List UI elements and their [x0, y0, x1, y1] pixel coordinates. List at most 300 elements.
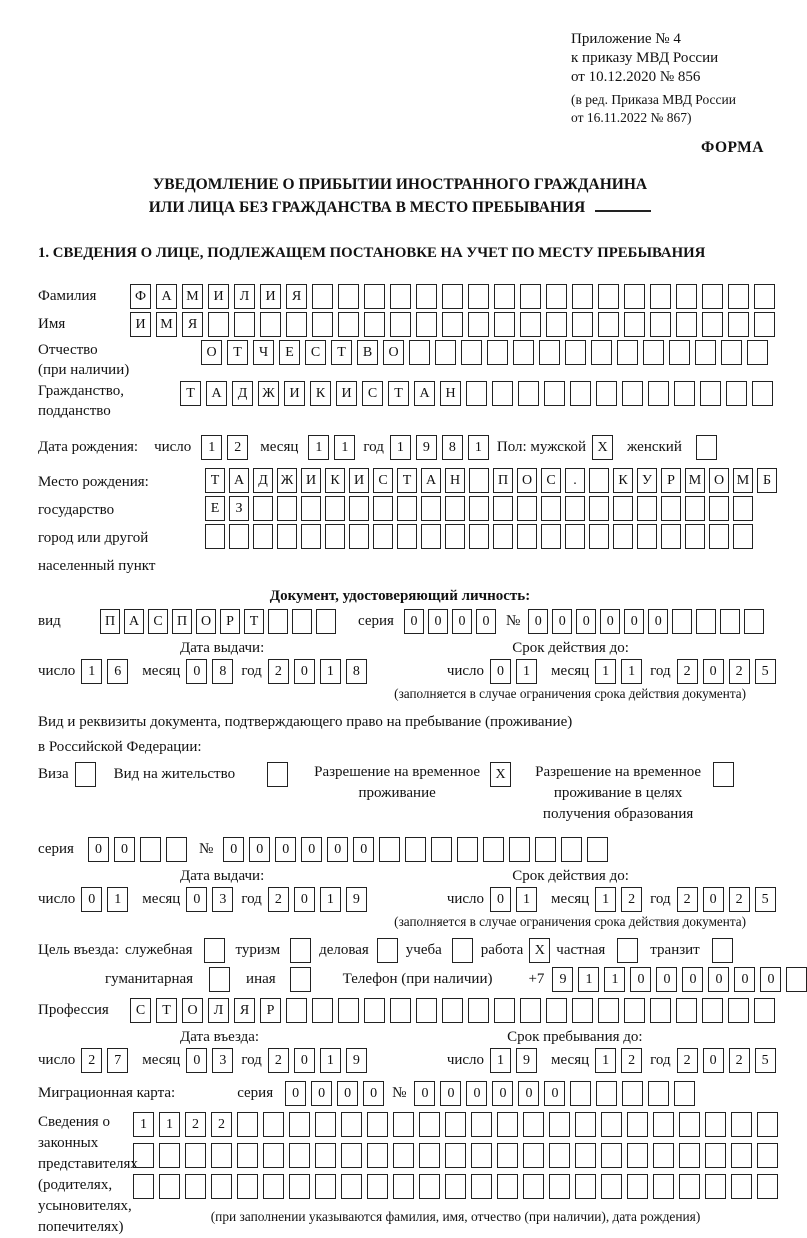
char-box: О — [196, 609, 216, 634]
char-box: 0 — [576, 609, 596, 634]
year-label: год — [650, 1052, 671, 1068]
char-box — [637, 524, 657, 549]
char-box: 0 — [703, 659, 724, 684]
char-box: 0 — [440, 1081, 461, 1106]
char-box — [589, 496, 609, 521]
char-box: 1 — [201, 435, 222, 460]
birth-place-row1-boxes — [205, 468, 777, 493]
char-box: 2 — [81, 1048, 102, 1073]
citizenship-label-line2: подданство — [38, 403, 111, 419]
char-box — [493, 524, 513, 549]
char-box — [234, 312, 255, 337]
checkbox — [209, 967, 230, 992]
birth-place-label — [38, 468, 205, 580]
char-box: . — [565, 468, 585, 493]
char-box: 0 — [294, 659, 315, 684]
char-box — [637, 496, 657, 521]
char-box: 0 — [648, 609, 668, 634]
legal-rep-label-line: представителях — [38, 1156, 138, 1172]
char-box — [263, 1143, 284, 1168]
char-box — [469, 496, 489, 521]
legal-rep-label-line: законных — [38, 1135, 99, 1151]
edition-line: от 16.11.2022 № 867) — [571, 110, 692, 125]
char-box — [721, 340, 742, 365]
char-box — [696, 609, 716, 634]
char-box: 8 — [442, 435, 463, 460]
migration-series-boxes — [285, 1081, 384, 1106]
char-box — [367, 1112, 388, 1137]
char-box — [627, 1174, 648, 1199]
char-box: 6 — [107, 659, 128, 684]
char-box — [627, 1112, 648, 1137]
char-box: 2 — [268, 1048, 289, 1073]
char-box: Н — [440, 381, 461, 406]
char-box — [622, 1081, 643, 1106]
char-box: 1 — [621, 659, 642, 684]
char-box — [419, 1174, 440, 1199]
char-box — [237, 1174, 258, 1199]
char-box — [471, 1174, 492, 1199]
char-box: 0 — [703, 887, 724, 912]
char-box: 1 — [308, 435, 329, 460]
char-box — [338, 312, 359, 337]
char-box — [373, 524, 393, 549]
char-box: 0 — [186, 659, 207, 684]
day-label: число — [38, 1052, 76, 1068]
char-box — [572, 284, 593, 309]
birth-date-row — [38, 435, 762, 460]
char-box — [325, 496, 345, 521]
visit-purpose-label: Цель въезда: — [38, 942, 119, 958]
temp-residence-label: Разрешение на временное проживание — [314, 764, 481, 801]
char-box — [587, 837, 608, 862]
char-box — [733, 496, 753, 521]
char-box — [373, 496, 393, 521]
char-box — [653, 1112, 674, 1137]
char-box — [421, 524, 441, 549]
char-box — [289, 1174, 310, 1199]
day-label: число — [446, 1052, 485, 1068]
checkbox — [617, 938, 638, 963]
char-box — [253, 524, 273, 549]
char-box: 0 — [490, 659, 511, 684]
char-box — [747, 340, 768, 365]
char-box — [617, 340, 638, 365]
res-issue-month-boxes — [186, 887, 233, 912]
char-box: 2 — [677, 659, 698, 684]
purpose-other-checkbox — [290, 967, 311, 992]
entry-date-heading: Дата въезда: — [180, 1029, 260, 1045]
checkbox — [267, 762, 288, 787]
char-box — [520, 312, 541, 337]
appendix-line: от 10.12.2020 № 856 — [571, 69, 701, 85]
profession-boxes — [130, 998, 775, 1023]
char-box: 3 — [212, 887, 233, 912]
migration-number-boxes — [414, 1081, 695, 1106]
char-box — [700, 381, 721, 406]
series-label: серия — [358, 613, 394, 629]
identity-doc-kind-row — [38, 609, 762, 634]
char-box: М — [156, 312, 177, 337]
appendix-block — [571, 30, 776, 127]
identity-doc-heading: Документ, удостоверяющий личность: — [269, 588, 531, 604]
char-box: 0 — [294, 887, 315, 912]
char-box — [469, 524, 489, 549]
char-box — [229, 524, 249, 549]
char-box: 1 — [390, 435, 411, 460]
char-box: 2 — [677, 1048, 698, 1073]
char-box — [731, 1174, 752, 1199]
char-box — [442, 998, 463, 1023]
char-box: 0 — [760, 967, 781, 992]
phone-prefix: +7 — [528, 971, 545, 987]
identity-doc-date-headings — [38, 640, 762, 657]
issue-year-boxes — [268, 659, 367, 684]
month-label: месяц — [142, 1052, 181, 1068]
char-box — [140, 837, 161, 862]
migration-card-label: Миграционная карта: — [38, 1085, 176, 1101]
char-box: 0 — [294, 1048, 315, 1073]
char-box — [315, 1112, 336, 1137]
char-box: Р — [220, 609, 240, 634]
char-box — [133, 1143, 154, 1168]
form-title-line2: ИЛИ ЛИЦА БЕЗ ГРАЖДАНСТВА В МЕСТО ПРЕБЫВАНИЯ — [38, 196, 762, 219]
char-box — [624, 998, 645, 1023]
section1-heading: 1. СВЕДЕНИЯ О ЛИЦЕ, ПОДЛЕЖАЩЕМ ПОСТАНОВКЕ НА УЧЕТ ПО МЕСТУ ПРЕБЫВАНИЯ — [38, 245, 706, 261]
char-box — [185, 1174, 206, 1199]
patronymic-label-line2: (при наличии) — [38, 362, 130, 378]
checkbox — [452, 938, 473, 963]
sex-male-label: Пол: мужской — [496, 439, 587, 455]
char-box — [709, 524, 729, 549]
char-box: 0 — [363, 1081, 384, 1106]
char-box: 2 — [729, 887, 750, 912]
doc-kind-boxes — [100, 609, 336, 634]
char-box: 1 — [595, 1048, 616, 1073]
char-box — [596, 1081, 617, 1106]
char-box — [653, 1174, 674, 1199]
char-box: 0 — [353, 837, 374, 862]
char-box — [341, 1112, 362, 1137]
char-box: 0 — [285, 1081, 306, 1106]
char-box: 1 — [468, 435, 489, 460]
char-box: 9 — [346, 887, 367, 912]
patronymic-row — [38, 340, 762, 380]
char-box — [268, 609, 288, 634]
char-box: О — [383, 340, 404, 365]
legal-rep-row1-boxes — [133, 1112, 778, 1137]
char-box — [397, 524, 417, 549]
char-box: М — [182, 284, 203, 309]
char-box — [653, 1143, 674, 1168]
char-box: Д — [232, 381, 253, 406]
char-box — [416, 284, 437, 309]
char-box: Я — [286, 284, 307, 309]
checkbox — [290, 938, 311, 963]
purpose-business-label: деловая — [319, 942, 369, 958]
char-box: Т — [180, 381, 201, 406]
char-box: 2 — [729, 659, 750, 684]
phone-label: Телефон (при наличии) — [342, 971, 493, 987]
char-box: А — [421, 468, 441, 493]
char-box — [497, 1143, 518, 1168]
visit-purpose-row1 — [38, 938, 762, 963]
purpose-business-checkbox — [377, 938, 398, 963]
purpose-work-label: работа — [480, 942, 524, 958]
char-box: 0 — [630, 967, 651, 992]
char-box — [312, 998, 333, 1023]
char-box — [263, 1174, 284, 1199]
char-box — [546, 284, 567, 309]
char-box — [754, 312, 775, 337]
purpose-official-checkbox — [204, 938, 225, 963]
char-box — [471, 1143, 492, 1168]
char-box: С — [130, 998, 151, 1023]
char-box — [457, 837, 478, 862]
day-label: число — [446, 663, 485, 679]
char-box — [572, 998, 593, 1023]
issue-month-boxes — [186, 659, 233, 684]
patronymic-boxes — [201, 340, 768, 365]
char-box — [518, 381, 539, 406]
citizenship-row — [38, 381, 762, 421]
char-box: Ж — [277, 468, 297, 493]
number-label: № — [392, 1085, 407, 1101]
residence-doc-options — [38, 762, 762, 825]
char-box — [589, 524, 609, 549]
char-box — [208, 312, 229, 337]
char-box: М — [733, 468, 753, 493]
char-box — [393, 1143, 414, 1168]
entry-day-boxes — [81, 1048, 128, 1073]
char-box: О — [709, 468, 729, 493]
char-box: Т — [205, 468, 225, 493]
char-box: С — [373, 468, 393, 493]
day-label: число — [38, 663, 76, 679]
checkbox — [377, 938, 398, 963]
year-label: год — [241, 1052, 262, 1068]
char-box — [445, 1174, 466, 1199]
char-box — [520, 284, 541, 309]
sex-female-label: женский — [627, 439, 682, 455]
char-box — [685, 524, 705, 549]
day-label: число — [154, 439, 192, 455]
char-box — [754, 998, 775, 1023]
birth-day-boxes — [201, 435, 248, 460]
char-box — [497, 1174, 518, 1199]
patronymic-label — [38, 340, 201, 380]
char-box — [390, 312, 411, 337]
char-box — [393, 1112, 414, 1137]
char-box: А — [414, 381, 435, 406]
char-box: 2 — [677, 887, 698, 912]
char-box: 9 — [516, 1048, 537, 1073]
legal-rep-row3-boxes — [133, 1174, 778, 1199]
char-box: Я — [182, 312, 203, 337]
char-box — [575, 1112, 596, 1137]
char-box — [669, 340, 690, 365]
char-box: 0 — [552, 609, 572, 634]
char-box — [570, 1081, 591, 1106]
char-box — [253, 496, 273, 521]
series-label: серия — [237, 1085, 274, 1101]
char-box — [419, 1143, 440, 1168]
char-box — [435, 340, 456, 365]
char-box — [494, 998, 515, 1023]
res-valid-month-boxes — [595, 887, 642, 912]
birth-place-block — [38, 468, 772, 580]
char-box: И — [349, 468, 369, 493]
char-box — [589, 468, 609, 493]
char-box — [509, 837, 530, 862]
res-issue-year-boxes — [268, 887, 367, 912]
char-box: 0 — [492, 1081, 513, 1106]
day-label: число — [446, 891, 485, 907]
char-box: П — [172, 609, 192, 634]
char-box — [786, 967, 807, 992]
char-box: И — [260, 284, 281, 309]
char-box — [679, 1143, 700, 1168]
char-box — [379, 837, 400, 862]
year-label: год — [363, 439, 384, 455]
char-box: 1 — [320, 659, 341, 684]
char-box — [341, 1143, 362, 1168]
char-box — [487, 340, 508, 365]
doc-kind-label: вид — [38, 613, 61, 629]
char-box — [731, 1143, 752, 1168]
appendix-line: Приложение № 4 — [571, 31, 681, 47]
legal-representatives-block — [38, 1112, 762, 1238]
purpose-tourism-label: туризм — [235, 942, 281, 958]
char-box: 5 — [755, 1048, 776, 1073]
stay-until-heading: Срок пребывания до: — [507, 1029, 643, 1045]
birth-place-label-line1: Место рождения: — [38, 474, 149, 490]
visit-purpose-row2 — [38, 967, 775, 992]
char-box — [431, 837, 452, 862]
char-box — [596, 381, 617, 406]
char-box — [731, 1112, 752, 1137]
sex-female-checkbox — [696, 435, 717, 460]
char-box: К — [613, 468, 633, 493]
checkbox — [204, 938, 225, 963]
char-box — [535, 837, 556, 862]
res-valid-day-boxes — [490, 887, 537, 912]
char-box — [367, 1174, 388, 1199]
char-box: С — [541, 468, 561, 493]
char-box: 0 — [404, 609, 424, 634]
char-box — [627, 1143, 648, 1168]
char-box — [312, 284, 333, 309]
profession-row — [38, 998, 762, 1023]
char-box — [549, 1143, 570, 1168]
char-box — [622, 381, 643, 406]
char-box: Д — [253, 468, 273, 493]
char-box — [613, 496, 633, 521]
char-box: 0 — [186, 1048, 207, 1073]
char-box — [601, 1143, 622, 1168]
char-box: 5 — [755, 659, 776, 684]
entry-month-boxes — [186, 1048, 233, 1073]
char-box — [565, 524, 585, 549]
char-box: 0 — [311, 1081, 332, 1106]
char-box — [405, 837, 426, 862]
char-box: 1 — [595, 887, 616, 912]
char-box: Ч — [253, 340, 274, 365]
char-box: 9 — [552, 967, 573, 992]
char-box — [159, 1143, 180, 1168]
char-box: О — [517, 468, 537, 493]
char-box: И — [284, 381, 305, 406]
char-box — [572, 312, 593, 337]
char-box: И — [336, 381, 357, 406]
residence-permit-checkbox — [267, 762, 288, 787]
char-box: И — [208, 284, 229, 309]
birth-place-row3-boxes — [205, 524, 777, 549]
day-label: число — [38, 891, 76, 907]
char-box — [591, 340, 612, 365]
char-box: 0 — [708, 967, 729, 992]
char-box — [185, 1143, 206, 1168]
residence-series-boxes — [88, 837, 187, 862]
char-box — [561, 837, 582, 862]
char-box — [661, 496, 681, 521]
char-box: 0 — [223, 837, 244, 862]
char-box: О — [201, 340, 222, 365]
char-box: З — [229, 496, 249, 521]
char-box: 0 — [518, 1081, 539, 1106]
checkbox: X — [490, 762, 511, 787]
char-box — [744, 609, 764, 634]
char-box: Ж — [258, 381, 279, 406]
char-box: Т — [397, 468, 417, 493]
char-box — [709, 496, 729, 521]
purpose-study-label: учеба — [405, 942, 442, 958]
char-box: 0 — [327, 837, 348, 862]
given-name-label: Имя — [38, 316, 66, 332]
purpose-private-label: частная — [556, 942, 606, 958]
char-box — [442, 284, 463, 309]
legal-rep-label-line: Сведения о — [38, 1114, 110, 1130]
residence-doc-series-row — [38, 837, 762, 862]
birth-place-label-line3: город или другой — [38, 530, 149, 546]
char-box — [211, 1143, 232, 1168]
char-box — [349, 496, 369, 521]
char-box — [364, 998, 385, 1023]
valid-month-boxes — [595, 659, 642, 684]
residence-doc-note: (заполняется в случае ограничения срока действия документа) — [394, 914, 746, 929]
stay-month-boxes — [595, 1048, 642, 1073]
valid-day-boxes — [490, 659, 537, 684]
char-box: П — [493, 468, 513, 493]
char-box — [468, 312, 489, 337]
char-box: 1 — [595, 659, 616, 684]
char-box — [650, 312, 671, 337]
char-box: Н — [445, 468, 465, 493]
char-box — [390, 998, 411, 1023]
char-box: Ф — [130, 284, 151, 309]
checkbox: X — [592, 435, 613, 460]
given-name-row — [38, 312, 762, 337]
char-box: 2 — [227, 435, 248, 460]
char-box — [237, 1143, 258, 1168]
char-box — [544, 381, 565, 406]
valid-year-boxes — [677, 659, 776, 684]
char-box: Б — [757, 468, 777, 493]
char-box — [705, 1143, 726, 1168]
char-box: И — [130, 312, 151, 337]
identity-doc-dates-row — [38, 659, 769, 684]
char-box — [315, 1143, 336, 1168]
